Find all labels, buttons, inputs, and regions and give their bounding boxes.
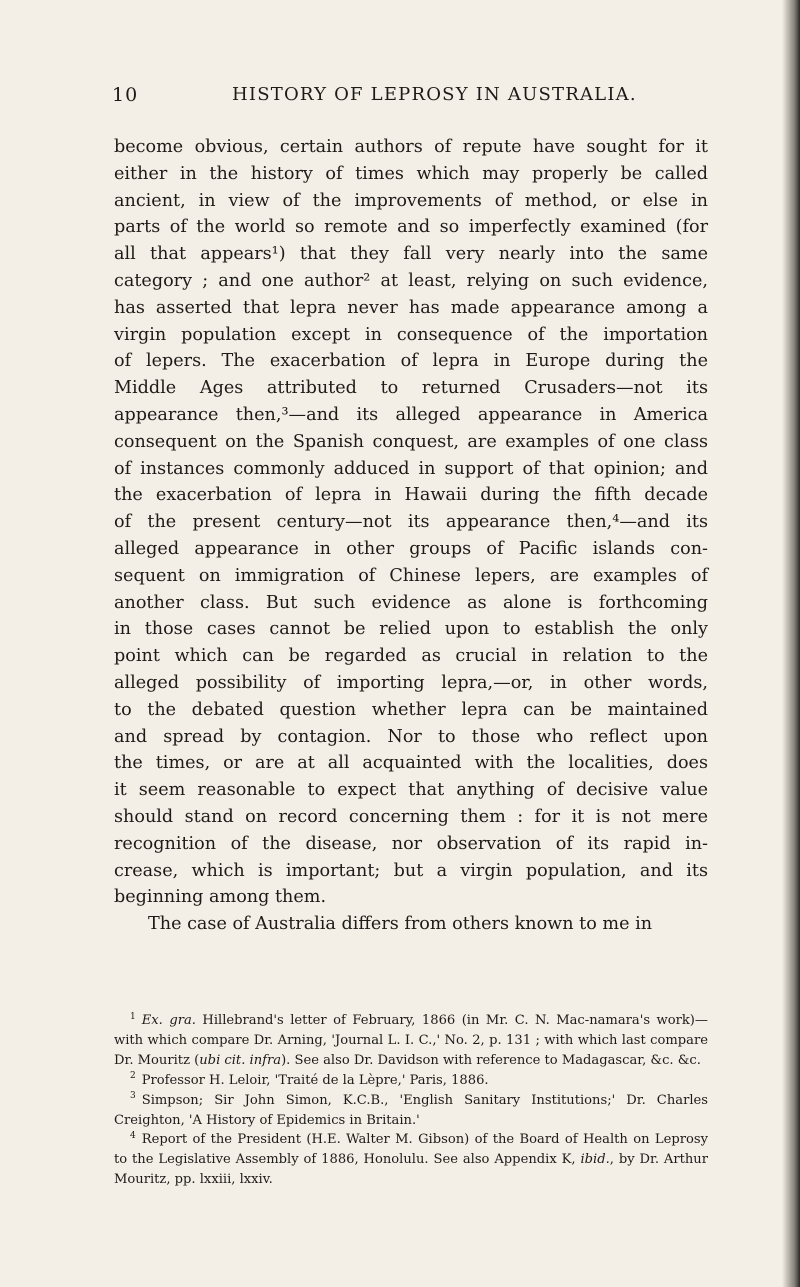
page-edge-shadow [782,0,800,1287]
text-line: and spread by contagion. Nor to those who reflect upon [114,726,708,747]
text-line: virgin population except in consequence of the importation [114,324,708,345]
text-line: parts of the world so remote and so imperfectly examined (for [114,217,708,238]
footnotes [114,1011,708,1190]
footnote-italic: ibid. [580,1152,610,1168]
text-line: consequent on the Spanish conquest, are examples of one class [114,431,708,452]
text-line: the exacerbation of lepra in Hawaii during the fifth decade [114,485,708,506]
text-line: The case of Australia differs from others known to me in [148,914,653,935]
footnote-italic: ubi cit. infra [199,1052,282,1068]
footnote-text: , by Dr. Arthur Mouritz, pp. lxxiii, lxxiv. [114,1152,708,1188]
running-title: HISTORY OF LEPROSY IN AUSTRALIA. [232,84,637,105]
text-line: of the present century—not its appearance then,⁴—and its [114,512,708,533]
text-line: Middle Ages attributed to returned Crusaders—not its [114,378,708,399]
text-line: of instances commonly adduced in support of that opinion; and [114,458,708,479]
text-line: all that appears¹) that they fall very nearly into the same [114,244,708,265]
footnote [114,1011,708,1071]
text-line: ancient, in view of the improvements of method, or else in [114,190,708,211]
running-header [112,84,712,114]
footnote-mark: 2 [130,1071,136,1082]
text-line: to the debated question whether lepra can be maintained [114,699,708,720]
page-number: 10 [112,84,139,106]
footnote-text: Professor H. Leloir, 'Traité de la Lèpre,' Paris, 1886. [141,1072,489,1088]
text-line: another class. But such evidence as alone is forthcoming [114,592,708,613]
footnote [114,1071,708,1091]
paragraph [114,134,708,911]
text-line: the times, or are at all acquainted with the localities, does [114,753,708,774]
footnote-mark: 4 [130,1131,136,1142]
text-line: become obvious, certain authors of repute have sought for it [114,137,708,157]
paragraph [114,911,708,938]
text-line: alleged possibility of importing lepra,—or, in other words, [114,672,708,693]
text-line: in those cases cannot be relied upon to establish the only [114,619,708,640]
text-line: sequent on immigration of Chinese lepers, are examples of [114,565,708,586]
text-line: should stand on record concerning them : for it is not mere [114,806,708,827]
footnote-text: Hillebrand's letter of February, 1866 (in Mr. C. N. Mac-namara's work)—with which compare Dr. Arning, 'Journal L. I. C.,' No. 2, p. 131 ; with which last compare Dr. Mouritz ( [114,1013,708,1068]
text-line: recognition of the disease, nor observation of its rapid in- [114,833,708,854]
footnote-lead: Ex. gra. [141,1013,196,1028]
text-line: it seem reasonable to expect that anything of decisive value [114,780,708,801]
footnote-mark: 3 [130,1091,136,1102]
footnote-mark: 1 [130,1011,136,1022]
text-line: alleged appearance in other groups of Pacific islands con- [114,538,708,559]
text-line: point which can be regarded as crucial in relation to the [114,646,708,667]
text-line: appearance then,³—and its alleged appearance in America [114,404,708,425]
text-line: beginning among them. [114,887,327,908]
footnote-text: Simpson; Sir John Simon, K.C.B., 'English Sanitary Institutions;' Dr. Charles Creighton, 'A History of Epidemics in Britain.' [114,1092,708,1128]
footnote [114,1130,708,1190]
text-line: has asserted that lepra never has made appearance among a [114,297,708,318]
footnote-text: ). See also Dr. Davidson with reference to Madagascar, &c. &c. [281,1052,701,1068]
main-text [114,134,708,938]
text-line: crease, which is important; but a virgin population, and its [114,860,708,881]
text-line: category ; and one author² at least, relying on such evidence, [114,270,708,291]
text-line: either in the history of times which may properly be called [114,163,708,184]
footnote [114,1091,708,1131]
footnote-text: Report of the President (H.E. Walter M. Gibson) of the Board of Health on Leprosy to the Legislative Assembly of 1886, Honolulu. See also Appendix K, [114,1132,708,1168]
text-line: of lepers. The exacerbation of lepra in Europe during the [114,351,708,372]
